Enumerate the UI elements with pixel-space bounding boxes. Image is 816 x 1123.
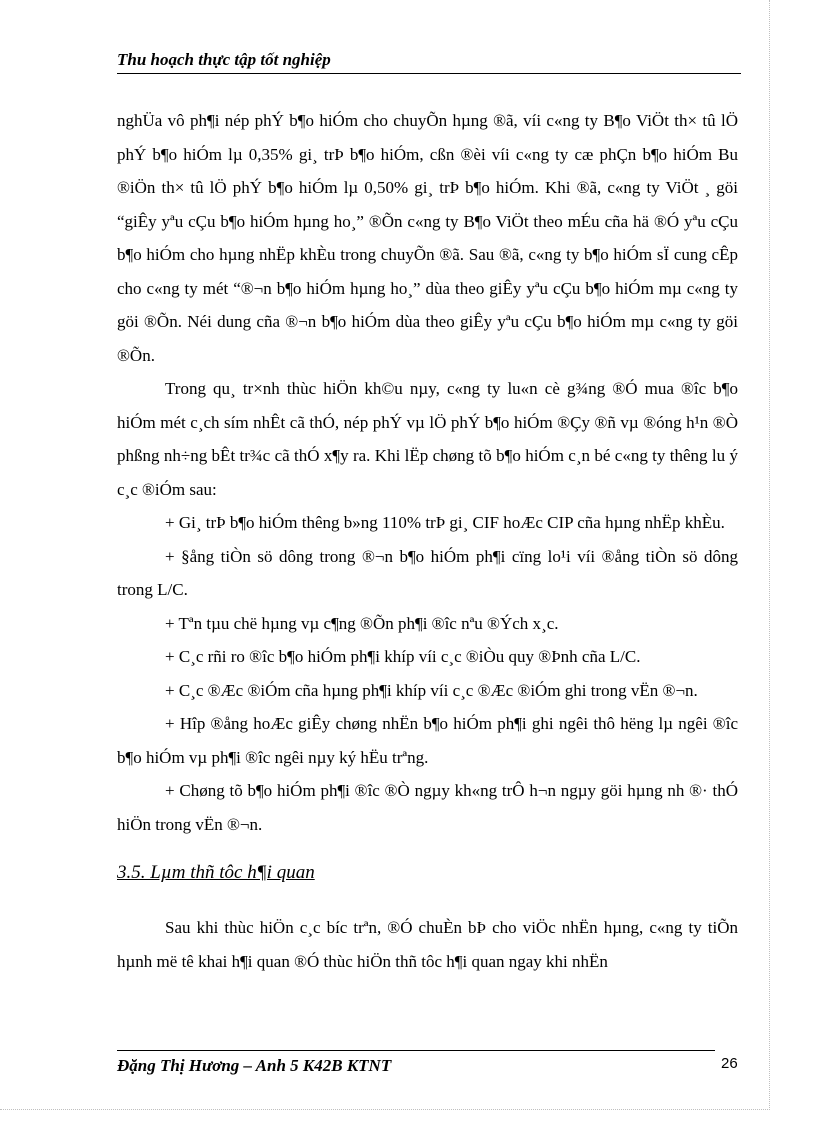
section-paragraph: Sau khi thùc hiÖn c¸c bíc trªn, ®Ó chuÈn bÞ cho viÖc nhËn hµng, c«ng ty tiÕn hµnh më tê khai h¶i quan ®Ó thùc hiÖn thñ tôc h¶i quan ngay khi nhËn xyxy=(117,918,738,971)
paragraph-1: nghÜa vô ph¶i nép phÝ b¶o hiÓm cho chuyÕn hµng ®ã, víi c«ng ty B¶o ViÖt th× tû lÖ phÝ b¶o hiÓm lµ 0,35% gi¸ trÞ b¶o hiÓm, cßn ®èi víi c«ng ty cæ phÇn b¶o hiÓm Bu ®iÖn th× tû lÖ phÝ b¶o hiÓm lµ 0,50% gi¸ trÞ b¶o hiÓm. Khi ®ã, c«ng ty ViÖt ¸ göi “giÊy yªu cÇu b¶o hiÓm hµng ho¸” ®Õn c«ng ty B¶o ViÖt theo mÉu cña hä ®Ó yªu cÇu b¶o hiÓm cho hµng nhËp khÈu trong chuyÕn ®ã. Sau ®ã, c«ng ty b¶o hiÓm sÏ cung cÊp cho c«ng ty mét “®¬n b¶o hiÓm hµng ho¸” dùa theo giÊy yªu cÇu b¶o hiÓm mµ c«ng ty göi ®Õn. Néi dung cña ®¬n b¶o hiÓm dùa theo giÊy yªu cÇu b¶o hiÓm mµ c«ng ty göi ®Õn. xyxy=(117,111,738,365)
list-item-1: + Gi¸ trÞ b¶o hiÓm thêng b»ng 110% trÞ gi¸ CIF hoÆc CIP cña hµng nhËp khÈu. xyxy=(165,513,725,532)
header-divider xyxy=(117,73,741,74)
footer-author: Đặng Thị Hương – Anh 5 K42B KTNT xyxy=(117,1056,392,1075)
paragraph-2: Trong qu¸ tr×nh thùc hiÖn kh©u nµy, c«ng ty lu«n cè g¾ng ®Ó mua ®îc b¶o hiÓm mét c¸ch sím nhÊt cã thÓ, nép phÝ vµ lÖ phÝ b¶o hiÓm ®Çy ®ñ vµ ®óng h¹n ®Ò phßng nh÷ng bÊt tr¾c cã thÓ x¶y ra. Khi lËp chøng tõ b¶o hiÓm c¸n bé c«ng ty thêng lu ý c¸c ®iÓm sau: xyxy=(117,379,738,499)
list-item-6: + Hîp ®ång hoÆc giÊy chøng nhËn b¶o hiÓm ph¶i ghi ngêi thô hëng lµ ngêi ®îc b¶o hiÓm vµ ph¶i ®îc ngêi nµy ký hËu trªng. xyxy=(117,714,738,767)
section-heading: 3.5. Lµm thñ tôc h¶i quan xyxy=(117,862,315,883)
footer-divider xyxy=(117,1050,715,1051)
list-item-3: + Tªn tµu chë hµng vµ c¶ng ®Õn ph¶i ®îc nªu ®Ých x¸c. xyxy=(165,613,559,633)
running-header: Thu hoạch thực tập tốt nghiệp xyxy=(117,50,331,69)
list-item-2: + §ång tiÒn sö dông trong ®¬n b¶o hiÓm ph¶i cïng lo¹i víi ®ång tiÒn sö dông trong L/C. xyxy=(117,546,738,599)
list-item-4: + C¸c rñi ro ®îc b¶o hiÓm ph¶i khíp víi c¸c ®iÒu quy ®Þnh cña L/C. xyxy=(165,647,641,666)
page-body xyxy=(117,104,738,978)
list-item-5: + C¸c ®Æc ®iÓm cña hµng ph¶i khíp víi c¸c ®Æc ®iÓm ghi trong vËn ®¬n. xyxy=(165,680,698,700)
list-item-7: + Chøng tõ b¶o hiÓm ph¶i ®îc ®Ò ngµy kh«ng trÔ h¬n ngµy göi hµng nh ®· thÓ hiÖn trong vËn ®¬n. xyxy=(117,781,738,834)
page-number: 26 xyxy=(721,1055,738,1072)
